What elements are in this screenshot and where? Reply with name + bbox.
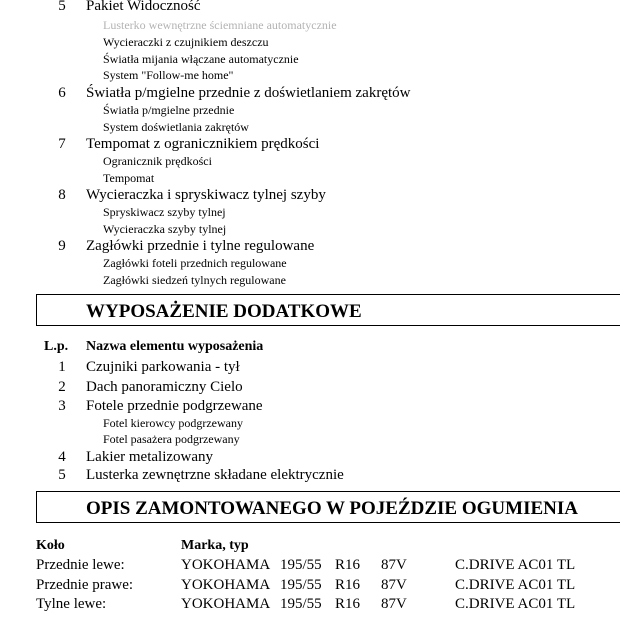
tire-size: 195/55: [280, 596, 322, 612]
item-number: 5: [58, 467, 66, 483]
item-sub: System doświetlania zakrętów: [103, 120, 249, 134]
item-sub: Zagłówki siedzeń tylnych regulowane: [103, 273, 286, 287]
tire-wheel: Przednie lewe:: [36, 557, 125, 573]
item-title: Wycieraczka i spryskiwacz tylnej szyby: [86, 187, 326, 203]
section-header-tires: [36, 491, 620, 523]
item-title: Fotele przednie podgrzewane: [86, 398, 263, 414]
item-sub: Spryskiwacz szyby tylnej: [103, 205, 226, 219]
item-title: Lusterka zewnętrzne składane elektrycznie: [86, 467, 344, 483]
item-sub: Lusterko wewnętrzne ściemniane automatycznie: [103, 18, 337, 32]
item-number: 4: [58, 449, 66, 465]
item-sub: Zagłówki foteli przednich regulowane: [103, 256, 287, 270]
item-number: 3: [58, 398, 66, 414]
item-sub: Światła mijania włączane automatycznie: [103, 52, 299, 66]
tire-wheel: Tylne lewe:: [36, 596, 107, 612]
tire-model: C.DRIVE AC01 TL: [455, 557, 576, 573]
tire-brand: YOKOHAMA: [181, 577, 271, 593]
item-title: Zagłówki przednie i tylne regulowane: [86, 238, 315, 254]
tire-model: C.DRIVE AC01 TL: [455, 577, 576, 593]
item-sub: Fotel pasażera podgrzewany: [103, 432, 240, 446]
column-header-wheel: Koło: [36, 538, 65, 553]
item-sub: Wycieraczki z czujnikiem deszczu: [103, 35, 269, 49]
item-title: Czujniki parkowania - tył: [86, 359, 240, 375]
tire-rim: R16: [335, 577, 361, 593]
column-header-name: Nazwa elementu wyposażenia: [86, 339, 264, 354]
item-number: 9: [58, 238, 66, 254]
tire-index: 87V: [381, 596, 407, 612]
tire-index: 87V: [381, 577, 407, 593]
item-number: 8: [58, 187, 66, 203]
item-number: 6: [58, 85, 66, 101]
tire-model: C.DRIVE AC01 TL: [455, 596, 576, 612]
item-sub: Tempomat: [103, 171, 155, 185]
column-header-brand: Marka, typ: [181, 538, 249, 553]
item-number: 5: [58, 0, 66, 14]
item-number: 7: [58, 136, 66, 152]
item-title: Dach panoramiczny Cielo: [86, 379, 243, 395]
tire-rim: R16: [335, 596, 361, 612]
item-number: 2: [58, 379, 66, 395]
item-sub: Fotel kierowcy podgrzewany: [103, 416, 243, 430]
section-title: WYPOSAŻENIE DODATKOWE: [86, 301, 362, 322]
item-title: Światła p/mgielne przednie z doświetlaniem zakrętów: [86, 85, 411, 101]
tire-index: 87V: [381, 557, 407, 573]
item-sub: Ogranicznik prędkości: [103, 154, 212, 168]
tire-size: 195/55: [280, 577, 322, 593]
tire-size: 195/55: [280, 557, 322, 573]
item-sub: Światła p/mgielne przednie: [103, 103, 235, 117]
item-sub: Wycieraczka szyby tylnej: [103, 222, 227, 236]
item-number: 1: [58, 359, 66, 375]
section-header-additional-equipment: [36, 294, 620, 326]
tire-rim: R16: [335, 557, 361, 573]
tire-brand: YOKOHAMA: [181, 557, 271, 573]
item-title: Tempomat z ogranicznikiem prędkości: [86, 136, 320, 152]
tire-wheel: Przednie prawe:: [36, 577, 134, 593]
section-title: OPIS ZAMONTOWANEGO W POJEŹDZIE OGUMIENIA: [86, 498, 578, 519]
column-header-lp: L.p.: [44, 339, 69, 354]
item-sub: System "Follow-me home": [103, 68, 234, 82]
tire-brand: YOKOHAMA: [181, 596, 271, 612]
item-title: Pakiet Widoczność: [86, 0, 201, 14]
item-title: Lakier metalizowany: [86, 449, 214, 465]
